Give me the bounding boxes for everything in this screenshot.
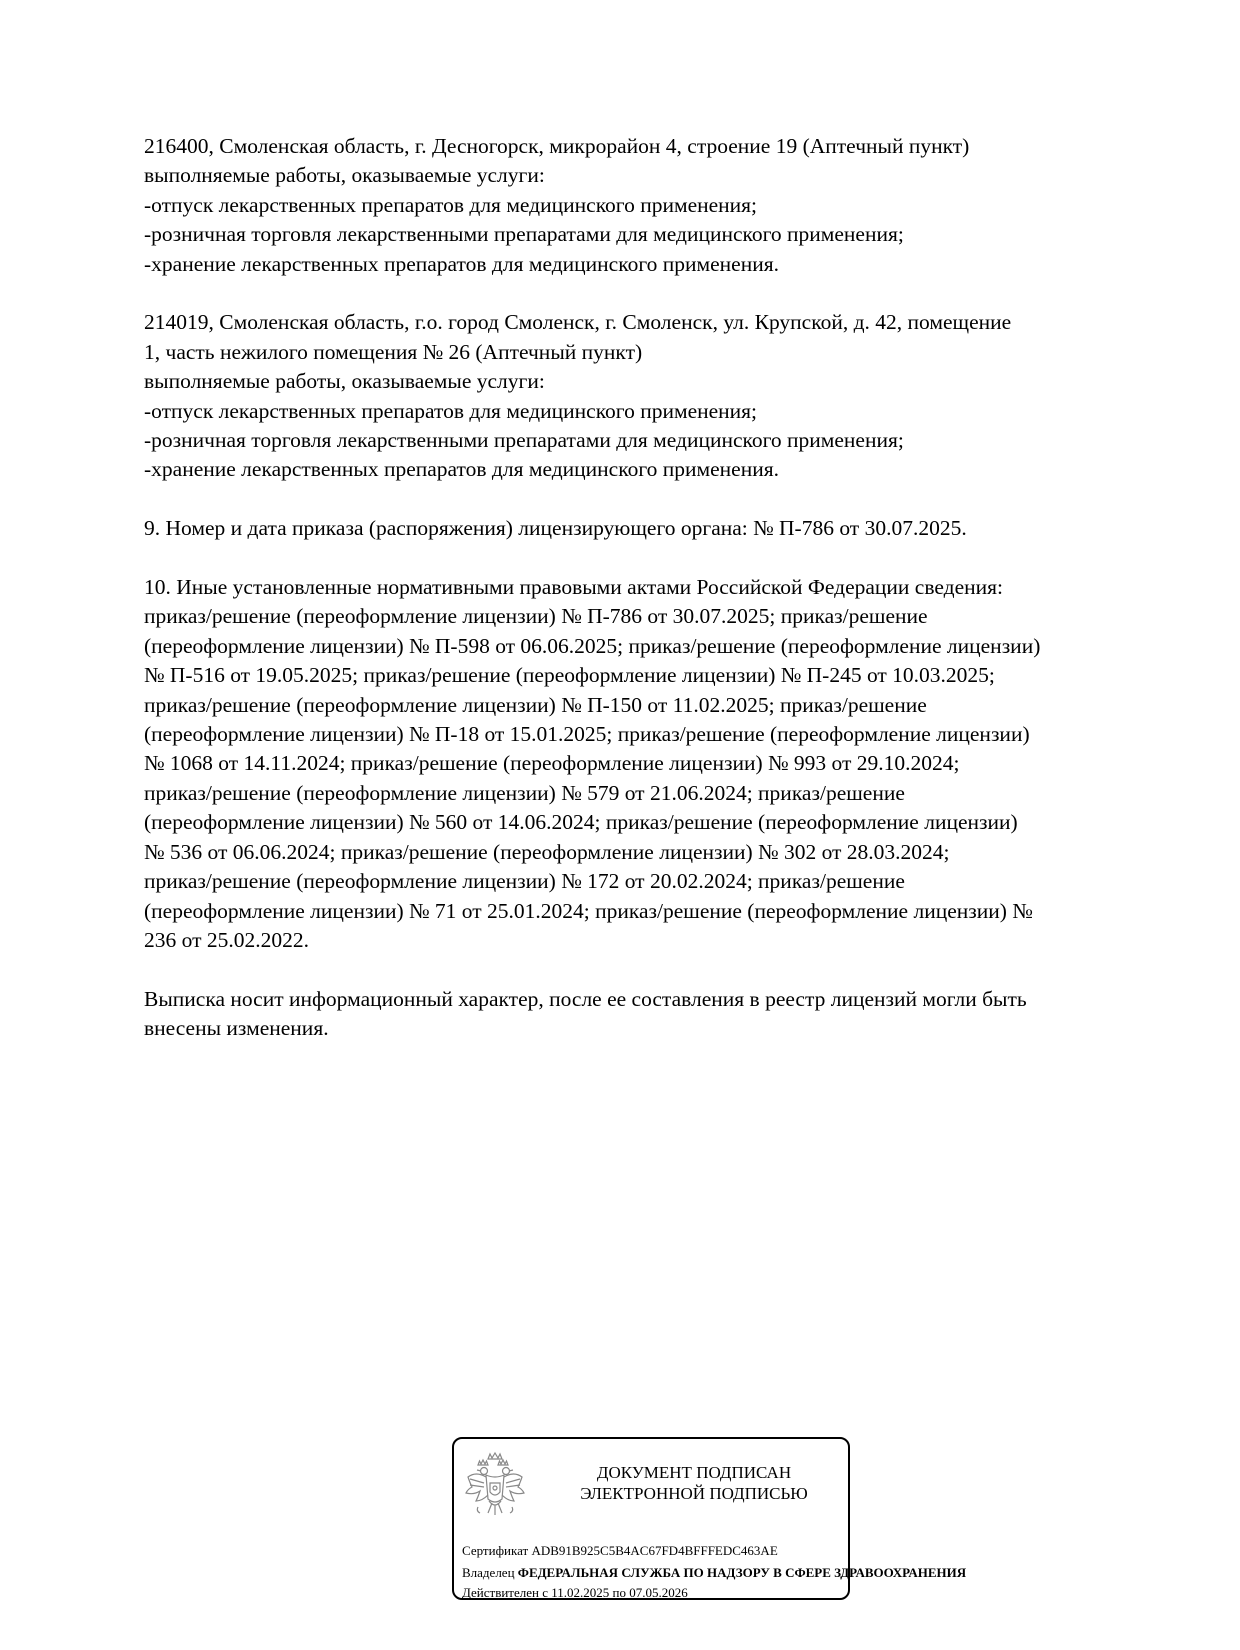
- text-line: 10. Иные установленные нормативными правовыми актами Российской Федерации сведения:: [144, 575, 1003, 600]
- text-line: -хранение лекарственных препаратов для медицинского применения.: [144, 251, 779, 276]
- text-line: выполняемые работы, оказываемые услуги:: [144, 369, 545, 394]
- stamp-title-line2: ЭЛЕКТРОННОЙ ПОДПИСЬЮ: [580, 1484, 808, 1503]
- document-body: [144, 132, 1154, 1044]
- coat-of-arms-icon: [464, 1451, 526, 1523]
- text-line: 216400, Смоленская область, г. Десногорск, микрорайон 4, строение 19 (Аптечный пункт): [144, 134, 970, 158]
- text-line: 9. Номер и дата приказа (распоряжения) лицензирующего органа: № П-786 от 30.07.2025.: [144, 516, 967, 541]
- certificate-value: ADB91B925C5B4AC67FD4BFFFEDC463AE: [531, 1543, 778, 1558]
- electronic-signature-stamp: [452, 1437, 967, 1600]
- certificate-label: Сертификат: [462, 1543, 529, 1558]
- validity-line: Действителен с 11.02.2025 по 07.05.2026: [462, 1585, 688, 1600]
- text-line: (переоформление лицензии) № 560 от 14.06.2024; приказ/решение (переоформление лицензии): [144, 810, 1018, 835]
- paragraph-desnogorsk-address: [144, 132, 1154, 279]
- text-line: -отпуск лекарственных препаратов для медицинского применения;: [144, 398, 758, 423]
- paragraph-disclaimer: [144, 985, 1154, 1044]
- certificate-line: [462, 1543, 778, 1559]
- stamp-title-line1: ДОКУМЕНТ ПОДПИСАН: [596, 1463, 792, 1482]
- owner-line: [462, 1565, 966, 1581]
- text-line: -хранение лекарственных препаратов для медицинского применения.: [144, 457, 779, 482]
- text-line: приказ/решение (переоформление лицензии) № П-150 от 11.02.2025; приказ/решение: [144, 692, 927, 717]
- text-line: выполняемые работы, оказываемые услуги:: [144, 163, 545, 188]
- text-line: приказ/решение (переоформление лицензии) № 172 от 20.02.2024; приказ/решение: [144, 869, 905, 894]
- text-line: (переоформление лицензии) № П-18 от 15.01.2025; приказ/решение (переоформление лицензии): [144, 722, 1030, 747]
- text-line: (переоформление лицензии) № П-598 от 06.06.2025; приказ/решение (переоформление лицензии): [144, 633, 1041, 658]
- text-line: № 1068 от 14.11.2024; приказ/решение (переоформление лицензии) № 993 от 29.10.2024;: [144, 751, 960, 776]
- text-line: внесены изменения.: [144, 1016, 329, 1041]
- owner-value: ФЕДЕРАЛЬНАЯ СЛУЖБА ПО НАДЗОРУ В СФЕРЕ ЗДРАВООХРАНЕНИЯ: [517, 1565, 967, 1580]
- text-line: 214019, Смоленская область, г.о. город Смоленск, г. Смоленск, ул. Крупской, д. 42, помещение: [144, 310, 1012, 335]
- text-line: -розничная торговля лекарственными препаратами для медицинского применения;: [144, 222, 904, 247]
- text-line: -отпуск лекарственных препаратов для медицинского применения;: [144, 192, 758, 217]
- owner-label: Владелец: [462, 1565, 515, 1580]
- text-line: (переоформление лицензии) № 71 от 25.01.2024; приказ/решение (переоформление лицензии) №: [144, 898, 1033, 923]
- text-line: 236 от 25.02.2022.: [144, 927, 309, 952]
- stamp-title: [544, 1462, 844, 1504]
- paragraph-other-info: [144, 573, 1154, 955]
- text-line: приказ/решение (переоформление лицензии) № П-786 от 30.07.2025; приказ/решение: [144, 604, 928, 629]
- text-line: № 536 от 06.06.2024; приказ/решение (переоформление лицензии) № 302 от 28.03.2024;: [144, 839, 950, 864]
- text-line: 1, часть нежилого помещения № 26 (Аптечный пункт): [144, 339, 643, 364]
- paragraph-smolensk-address: [144, 308, 1154, 484]
- text-line: -розничная торговля лекарственными препаратами для медицинского применения;: [144, 428, 904, 453]
- paragraph-order-number: [144, 514, 1154, 543]
- text-line: приказ/решение (переоформление лицензии) № 579 от 21.06.2024; приказ/решение: [144, 780, 905, 805]
- text-line: Выписка носит информационный характер, после ее составления в реестр лицензий могли быть: [144, 986, 1027, 1011]
- text-line: № П-516 от 19.05.2025; приказ/решение (переоформление лицензии) № П-245 от 10.03.2025;: [144, 663, 995, 688]
